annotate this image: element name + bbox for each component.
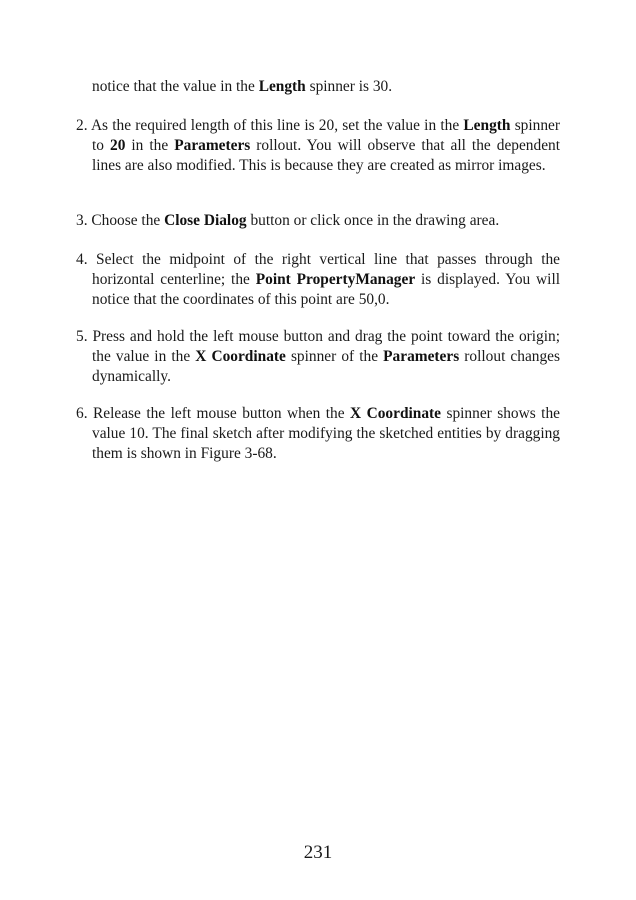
step-item-4 — [76, 250, 560, 310]
step-number: 6. — [76, 405, 88, 422]
bold-term: 20 — [110, 137, 126, 154]
text-segment: Select the midpoint of the right vertical line that passes through the horizontal centerline; the — [92, 251, 560, 288]
bold-term: Close Dialog — [164, 212, 247, 229]
text-segment: spinner is 30. — [305, 78, 393, 95]
bold-term: Point PropertyManager — [255, 271, 416, 288]
text-segment: As the required length of this line is 20, set the value in the — [90, 117, 464, 134]
bold-term: Length — [258, 78, 306, 95]
bold-term: X Coordinate — [195, 348, 286, 365]
text-segment: Release the left mouse button when the — [93, 405, 351, 422]
bold-term: Parameters — [383, 348, 460, 365]
text-segment: spinner to — [92, 117, 561, 154]
page-number: 231 — [303, 842, 333, 863]
bold-term: Parameters — [174, 137, 251, 154]
bold-term: Length — [463, 117, 511, 134]
step-item-5 — [76, 327, 560, 387]
step-number: 5. — [76, 328, 88, 345]
step-number: 2. — [76, 117, 88, 134]
step-number: 3. — [76, 212, 88, 229]
text-segment: rollout. You will observe that all the dependent lines are also modified. This is because they are created as mirror images. — [92, 137, 560, 174]
text-segment: rollout changes dynamically. — [92, 348, 561, 385]
bold-term: X Coordinate — [350, 405, 442, 422]
step-item-6 — [76, 404, 560, 464]
step-number: 4. — [76, 251, 88, 268]
continued-paragraph — [92, 77, 560, 97]
step-item-3 — [76, 211, 560, 231]
text-segment: spinner shows the value 10. The final sketch after modifying the sketched entities by dragging them is shown in Figure 3-68. — [92, 405, 560, 462]
step-item-2 — [76, 116, 560, 176]
text-segment: is displayed. You will notice that the coordinates of this point are 50,0. — [92, 271, 561, 308]
text-segment: notice that the value in the — [92, 78, 259, 95]
text-segment: Press and hold the left mouse button and drag the point toward the origin; the value in the — [92, 328, 560, 365]
text-segment: Choose the — [91, 212, 165, 229]
text-segment: spinner of the — [285, 348, 384, 365]
text-segment: button or click once in the drawing area. — [246, 212, 500, 229]
text-segment: in the — [125, 137, 175, 154]
